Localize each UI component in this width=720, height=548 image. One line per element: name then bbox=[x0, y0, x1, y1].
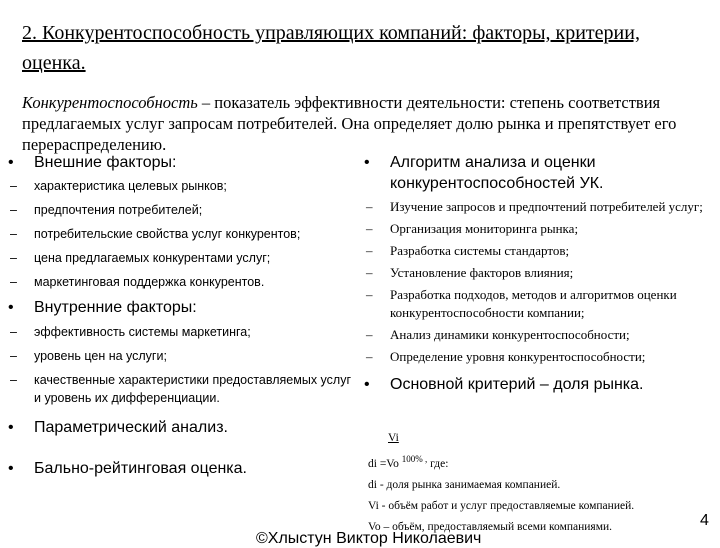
formula-percent: 100% , bbox=[401, 454, 428, 464]
list-item: – Разработка подходов, методов и алгоритмов оценки конкурентоспособности компании; bbox=[366, 287, 677, 320]
formula-left: di =Vo bbox=[368, 457, 399, 470]
list-item: – Анализ динамики конкурентоспособности; bbox=[366, 327, 630, 342]
bullet-icon: • bbox=[8, 154, 14, 171]
parametric-analysis-item: • Параметрический анализ. bbox=[8, 419, 228, 436]
title-text: Конкурентоспособность управляющих компаний: факторы, критерии, оценка. bbox=[22, 22, 640, 74]
list-item: – Организация мониторинга рынка; bbox=[366, 221, 579, 236]
formula-legend-vi: Vi - объём работ и услуг предоставляемые компанией. bbox=[368, 499, 635, 512]
list-item: – эффективность системы маркетинга; bbox=[10, 325, 251, 339]
title-number: 2. bbox=[22, 22, 37, 44]
dash-icon: – bbox=[10, 227, 17, 241]
dash-icon: – bbox=[10, 373, 17, 387]
dash-icon: – bbox=[366, 243, 373, 258]
list-item: – Изучение запросов и предпочтений потребителей услуг; bbox=[366, 199, 703, 214]
dash-icon: – bbox=[366, 199, 373, 214]
dash-icon: – bbox=[366, 349, 373, 364]
formula-legend-vo: Vo – объём, предоставляемый всеми компаниями. bbox=[368, 520, 613, 533]
list-item: – цена предлагаемых конкурентами услуг; bbox=[10, 251, 271, 265]
formula-main-line bbox=[368, 449, 708, 475]
dash-icon: – bbox=[10, 251, 17, 265]
dash-icon: – bbox=[10, 203, 17, 217]
market-share-formula bbox=[368, 428, 708, 538]
list-item: – Определение уровня конкурентоспособности; bbox=[366, 349, 646, 364]
bullet-icon: • bbox=[364, 376, 370, 393]
dash-icon: – bbox=[10, 179, 17, 193]
page-number: 4 bbox=[700, 512, 709, 529]
definition-text: – показатель эффективности деятельности: степень соответствия предлагаемых услуг запросам потребителей. Она определяет долю рынка и препятствует его перераспределению. bbox=[22, 93, 677, 154]
right-column bbox=[362, 152, 712, 395]
dash-icon: – bbox=[10, 349, 17, 363]
dash-icon: – bbox=[10, 275, 17, 289]
left-column bbox=[6, 152, 356, 479]
bullet-icon: • bbox=[8, 419, 14, 436]
dash-icon: – bbox=[366, 287, 373, 302]
copyright-footer: ©Хлыстун Виктор Николаевич bbox=[256, 530, 482, 547]
definition-paragraph bbox=[22, 92, 702, 155]
bullet-icon: • bbox=[8, 299, 14, 316]
list-item: – уровень цен на услуги; bbox=[10, 349, 167, 363]
formula-where: где: bbox=[430, 457, 449, 470]
formula-legend-di: di - доля рынка занимаемая компанией. bbox=[368, 478, 561, 491]
dash-icon: – bbox=[366, 265, 373, 280]
bullet-icon: • bbox=[8, 460, 14, 477]
list-item: – Установление факторов влияния; bbox=[366, 265, 574, 280]
dash-icon: – bbox=[10, 325, 17, 339]
external-factors-heading: • Внешние факторы: bbox=[8, 154, 177, 171]
list-item: – характеристика целевых рынков; bbox=[10, 179, 227, 193]
main-criterion-item: • Основной критерий – доля рынка. bbox=[364, 376, 644, 393]
dash-icon: – bbox=[366, 221, 373, 236]
algorithm-heading: • Алгоритм анализа и оценки конкурентоспособностей УК. bbox=[364, 154, 604, 192]
internal-factors-heading: • Внутренние факторы: bbox=[8, 299, 197, 316]
list-item: – маркетинговая поддержка конкурентов. bbox=[10, 275, 265, 289]
formula-numerator: Vi bbox=[388, 432, 399, 444]
definition-term: Конкурентоспособность bbox=[22, 93, 198, 112]
list-item: – Разработка системы стандартов; bbox=[366, 243, 570, 258]
list-item: – потребительские свойства услуг конкурентов; bbox=[10, 227, 301, 241]
dash-icon: – bbox=[366, 327, 373, 342]
list-item: – качественные характеристики предоставляемых услуг и уровень их дифференциации. bbox=[10, 373, 352, 405]
slide-title bbox=[22, 18, 702, 78]
list-item: – предпочтения потребителей; bbox=[10, 203, 203, 217]
bullet-icon: • bbox=[364, 154, 370, 171]
rating-assessment-item: • Бально-рейтинговая оценка. bbox=[8, 460, 247, 477]
